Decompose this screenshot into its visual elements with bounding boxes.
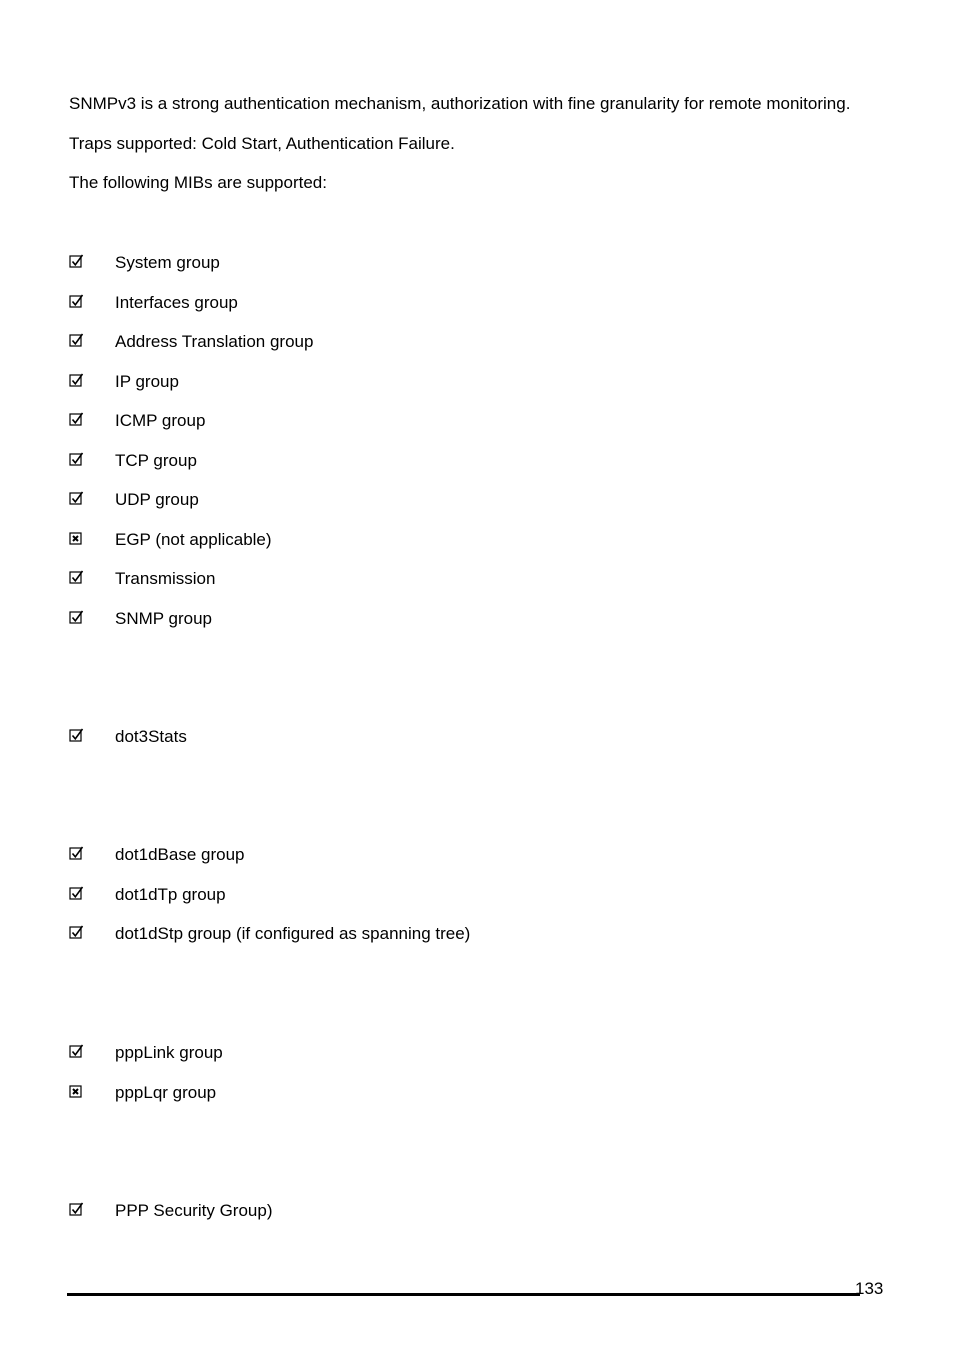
mib-item-label: Transmission bbox=[115, 569, 216, 588]
mib-list-item bbox=[69, 332, 669, 354]
mib-item-label: IP group bbox=[115, 372, 179, 391]
mib-list-item bbox=[69, 451, 669, 473]
mib-item-label: ICMP group bbox=[115, 411, 206, 430]
checked-box-icon bbox=[69, 610, 84, 625]
crossed-box-icon bbox=[69, 1084, 84, 1099]
mib-item-label: pppLink group bbox=[115, 1043, 223, 1062]
mib-item-label: UDP group bbox=[115, 490, 199, 509]
checked-box-icon bbox=[69, 254, 84, 269]
mib-list-item bbox=[69, 411, 669, 433]
checked-box-icon bbox=[69, 1044, 84, 1059]
mib-list-item bbox=[69, 845, 669, 867]
mib-list-item bbox=[69, 727, 669, 749]
mib-list-item bbox=[69, 490, 669, 512]
checked-box-icon bbox=[69, 373, 84, 388]
mib-item-label: dot1dTp group bbox=[115, 885, 226, 904]
checked-box-icon bbox=[69, 452, 84, 467]
mib-list-item bbox=[69, 372, 669, 394]
footer-rule bbox=[67, 1293, 860, 1296]
mib-list-item bbox=[69, 609, 669, 631]
intro-paragraph-snmpv3: SNMPv3 is a strong authentication mechanism, authorization with fine granularity for remote monitoring. bbox=[69, 94, 851, 113]
mib-item-label: dot3Stats bbox=[115, 727, 187, 746]
mib-item-label: SNMP group bbox=[115, 609, 213, 628]
mib-list-item bbox=[69, 530, 669, 552]
checked-box-icon bbox=[69, 570, 84, 585]
mib-list-item bbox=[69, 1201, 669, 1223]
mib-list-item bbox=[69, 253, 669, 275]
mib-item-label: System group bbox=[115, 253, 220, 272]
mib-list-item bbox=[69, 924, 669, 946]
checked-box-icon bbox=[69, 886, 84, 901]
checked-box-icon bbox=[69, 491, 84, 506]
checked-box-icon bbox=[69, 925, 84, 940]
mib-list-item bbox=[69, 293, 669, 315]
mib-list-item bbox=[69, 1083, 669, 1105]
mib-item-label: EGP (not applicable) bbox=[115, 530, 272, 549]
mib-item-label: PPP Security Group) bbox=[115, 1201, 273, 1220]
mib-item-label: TCP group bbox=[115, 451, 197, 470]
checked-box-icon bbox=[69, 333, 84, 348]
checked-box-icon bbox=[69, 294, 84, 309]
mib-item-label: Interfaces group bbox=[115, 293, 238, 312]
crossed-box-icon bbox=[69, 531, 84, 546]
page-number: 133 bbox=[855, 1279, 884, 1298]
mib-item-label: pppLqr group bbox=[115, 1083, 217, 1102]
intro-paragraph-traps: Traps supported: Cold Start, Authentication Failure. bbox=[69, 134, 455, 153]
mib-item-label: dot1dBase group bbox=[115, 845, 245, 864]
mib-list-item bbox=[69, 1043, 669, 1065]
checked-box-icon bbox=[69, 846, 84, 861]
mib-item-label: Address Translation group bbox=[115, 332, 314, 351]
mib-list-item bbox=[69, 885, 669, 907]
mib-item-label: dot1dStp group (if configured as spanning tree) bbox=[115, 924, 471, 943]
mib-list-item bbox=[69, 569, 669, 591]
checked-box-icon bbox=[69, 1202, 84, 1217]
intro-paragraph-mibs: The following MIBs are supported: bbox=[69, 173, 327, 192]
checked-box-icon bbox=[69, 728, 84, 743]
checked-box-icon bbox=[69, 412, 84, 427]
